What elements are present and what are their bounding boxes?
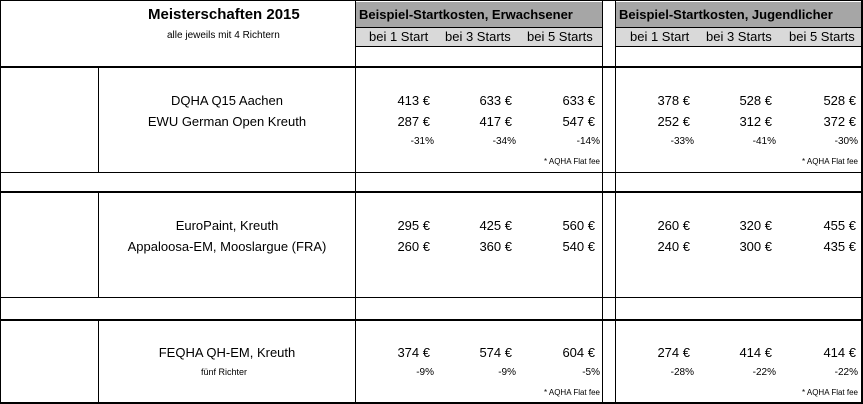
percent-diff: -9% <box>498 367 516 378</box>
price-cell: 378 € <box>657 93 690 108</box>
price-cell: 287 € <box>397 114 430 129</box>
percent-diff: -41% <box>752 136 776 147</box>
percent-diff: -33% <box>670 136 694 147</box>
grid-line <box>616 46 862 47</box>
percent-diff: -5% <box>582 367 600 378</box>
flat-fee-note: * AQHA Flat fee <box>801 157 858 166</box>
price-cell: 274 € <box>657 345 690 360</box>
price-cell: 260 € <box>657 218 690 233</box>
grid-line <box>355 0 356 404</box>
percent-diff: -34% <box>492 136 516 147</box>
grid-line <box>98 320 99 402</box>
price-cell: 604 € <box>562 345 595 360</box>
event-name: Appaloosa-EM, Mooslargue (FRA) <box>127 239 327 254</box>
price-cell: 360 € <box>479 239 512 254</box>
price-cell: 372 € <box>823 114 856 129</box>
price-cell: 435 € <box>823 239 856 254</box>
page-subtitle: alle jeweils mit 4 Richtern <box>167 30 280 41</box>
price-cell: 414 € <box>823 345 856 360</box>
adult-col-1-header: bei 1 Start <box>369 29 429 44</box>
price-cell: 528 € <box>823 93 856 108</box>
price-cell: 633 € <box>562 93 595 108</box>
percent-diff: -30% <box>834 136 858 147</box>
flat-fee-note: * AQHA Flat fee <box>543 157 600 166</box>
event-name: EuroPaint, Kreuth <box>175 218 279 233</box>
price-cell: 574 € <box>479 345 512 360</box>
price-cell: 528 € <box>739 93 772 108</box>
event-name: FEQHA QH-EM, Kreuth <box>158 345 296 360</box>
adult-col-2-header: bei 3 Starts <box>445 29 511 44</box>
grid-line <box>356 46 602 47</box>
price-cell: 425 € <box>479 218 512 233</box>
price-cell: 374 € <box>397 345 430 360</box>
page-title: Meisterschaften 2015 <box>148 6 300 23</box>
youth-col-2-header: bei 3 Starts <box>706 29 772 44</box>
price-cell: 455 € <box>823 218 856 233</box>
percent-diff: -22% <box>752 367 776 378</box>
price-cell: 240 € <box>657 239 690 254</box>
price-cell: 417 € <box>479 114 512 129</box>
youth-group-header: Beispiel-Startkosten, Jugendlicher <box>619 7 833 22</box>
grid-line <box>0 0 1 404</box>
percent-diff: -9% <box>416 367 434 378</box>
grid-line <box>615 0 616 404</box>
section-border <box>0 319 863 321</box>
grid-line <box>98 67 99 172</box>
flat-fee-note: * AQHA Flat fee <box>801 388 858 397</box>
percent-diff: -28% <box>670 367 694 378</box>
grid-line <box>602 0 603 404</box>
section-border <box>0 66 863 68</box>
section-border <box>0 191 863 193</box>
adult-col-3-header: bei 5 Starts <box>527 29 593 44</box>
price-cell: 252 € <box>657 114 690 129</box>
percent-diff: -22% <box>834 367 858 378</box>
event-name: EWU German Open Kreuth <box>147 114 307 129</box>
flat-fee-note: * AQHA Flat fee <box>543 388 600 397</box>
price-cell: 300 € <box>739 239 772 254</box>
percent-diff: -31% <box>410 136 434 147</box>
price-cell: 260 € <box>397 239 430 254</box>
grid-line <box>0 0 863 1</box>
price-cell: 413 € <box>397 93 430 108</box>
adult-group-header: Beispiel-Startkosten, Erwachsener <box>359 7 573 22</box>
price-cell: 547 € <box>562 114 595 129</box>
price-cell: 295 € <box>397 218 430 233</box>
grid-line <box>356 27 602 28</box>
youth-col-1-header: bei 1 Start <box>630 29 690 44</box>
youth-col-3-header: bei 5 Starts <box>789 29 855 44</box>
section-border <box>0 172 863 173</box>
price-cell: 414 € <box>739 345 772 360</box>
event-note: fünf Richter <box>201 367 248 377</box>
price-cell: 320 € <box>739 218 772 233</box>
grid-line <box>98 192 99 297</box>
event-name: DQHA Q15 Aachen <box>170 93 283 108</box>
price-cell: 540 € <box>562 239 595 254</box>
price-cell: 312 € <box>739 114 772 129</box>
section-border <box>0 297 863 298</box>
percent-diff: -14% <box>576 136 600 147</box>
price-cell: 560 € <box>562 218 595 233</box>
grid-line <box>616 27 862 28</box>
price-cell: 633 € <box>479 93 512 108</box>
